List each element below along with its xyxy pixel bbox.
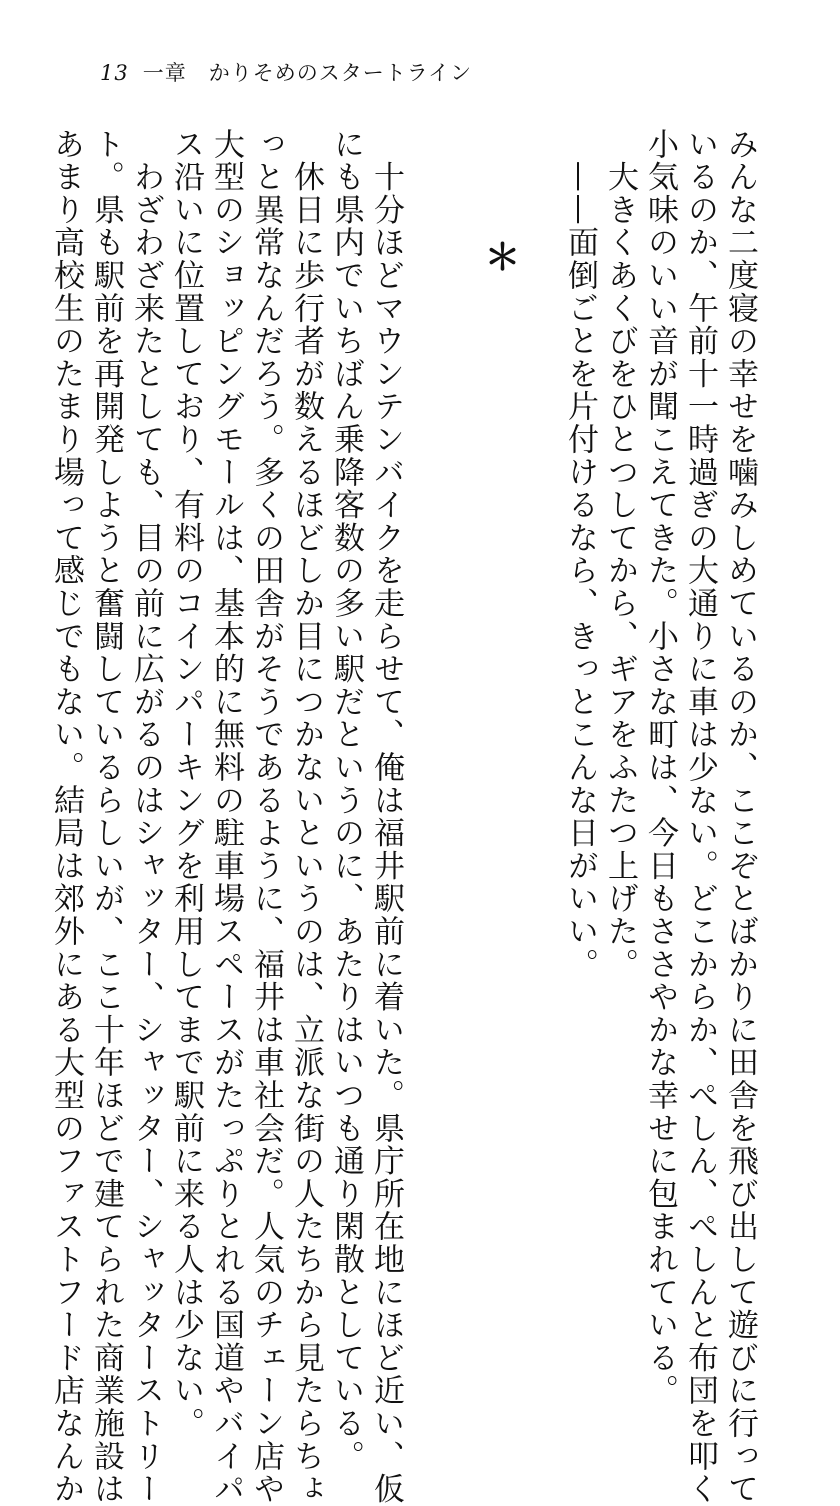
novel-body-text: [48, 128, 760, 1506]
chapter-title: 一章 かりそめのスタートライン: [142, 61, 473, 85]
text-line: ス沿いに位置しており、有料のコインパーキングを利用してまで駅前に来る人は少ない。: [168, 128, 204, 1440]
text-line: ト。県も駅前を再開発しようと奮闘しているらしいが、ここ十年ほどで建てられた商業施設は: [88, 128, 124, 1506]
running-header: [100, 58, 750, 88]
text-line: 大きくあくびをひとつしてから、ギアをふたつ上げた。: [602, 128, 638, 981]
text-line: みんな二度寝の幸せを噛みしめているのか、ここぞとばかりに田舎を飛び出して遊びに行って: [722, 128, 758, 1506]
text-line: 休日に歩行者が数えるほどしか目につかないというのは、立派な街の人たちから見たらちょ: [288, 128, 324, 1506]
blank-line: [520, 128, 560, 1088]
text-line: いるのか、午前十一時過ぎの大通りに車は少ない。どこからか、ぺしん、ぺしんと布団を叩く: [682, 128, 718, 1506]
page-number: 13: [100, 61, 129, 85]
blank-line: [406, 128, 446, 1088]
text-line: 大型のショッピングモールは、基本的に無料の駐車場スペースがたっぷりとれる国道やバイパ: [208, 128, 244, 1506]
text-line: っと異常なんだろう。多くの田舎がそうであるように、福井は車社会だ。人気のチェーン店や: [248, 128, 284, 1506]
text-line: 小気味のいい音が聞こえてきた。小さな町は、今日もささやかな幸せに包まれている。: [642, 128, 678, 1408]
section-break-asterisk: ＊: [479, 238, 521, 276]
text-line: にも県内でいちばん乗降客数の多い駅だというのに、あたりはいつも通り閑散としている。: [328, 128, 364, 1473]
text-line: あまり高校生のたまり場って感じでもない。結局は郊外にある大型のファストフード店なんか: [48, 128, 84, 1506]
text-line: ——面倒ごとを片付けるなら、きっとこんな日がいい。: [562, 128, 598, 981]
text-line: わざわざ来たとしても、目の前に広がるのはシャッター、シャッター、シャッターストリー: [128, 128, 164, 1506]
text-line: 十分ほどマウンテンバイクを走らせて、俺は福井駅前に着いた。県庁所在地にほど近い、仮: [368, 128, 404, 1506]
